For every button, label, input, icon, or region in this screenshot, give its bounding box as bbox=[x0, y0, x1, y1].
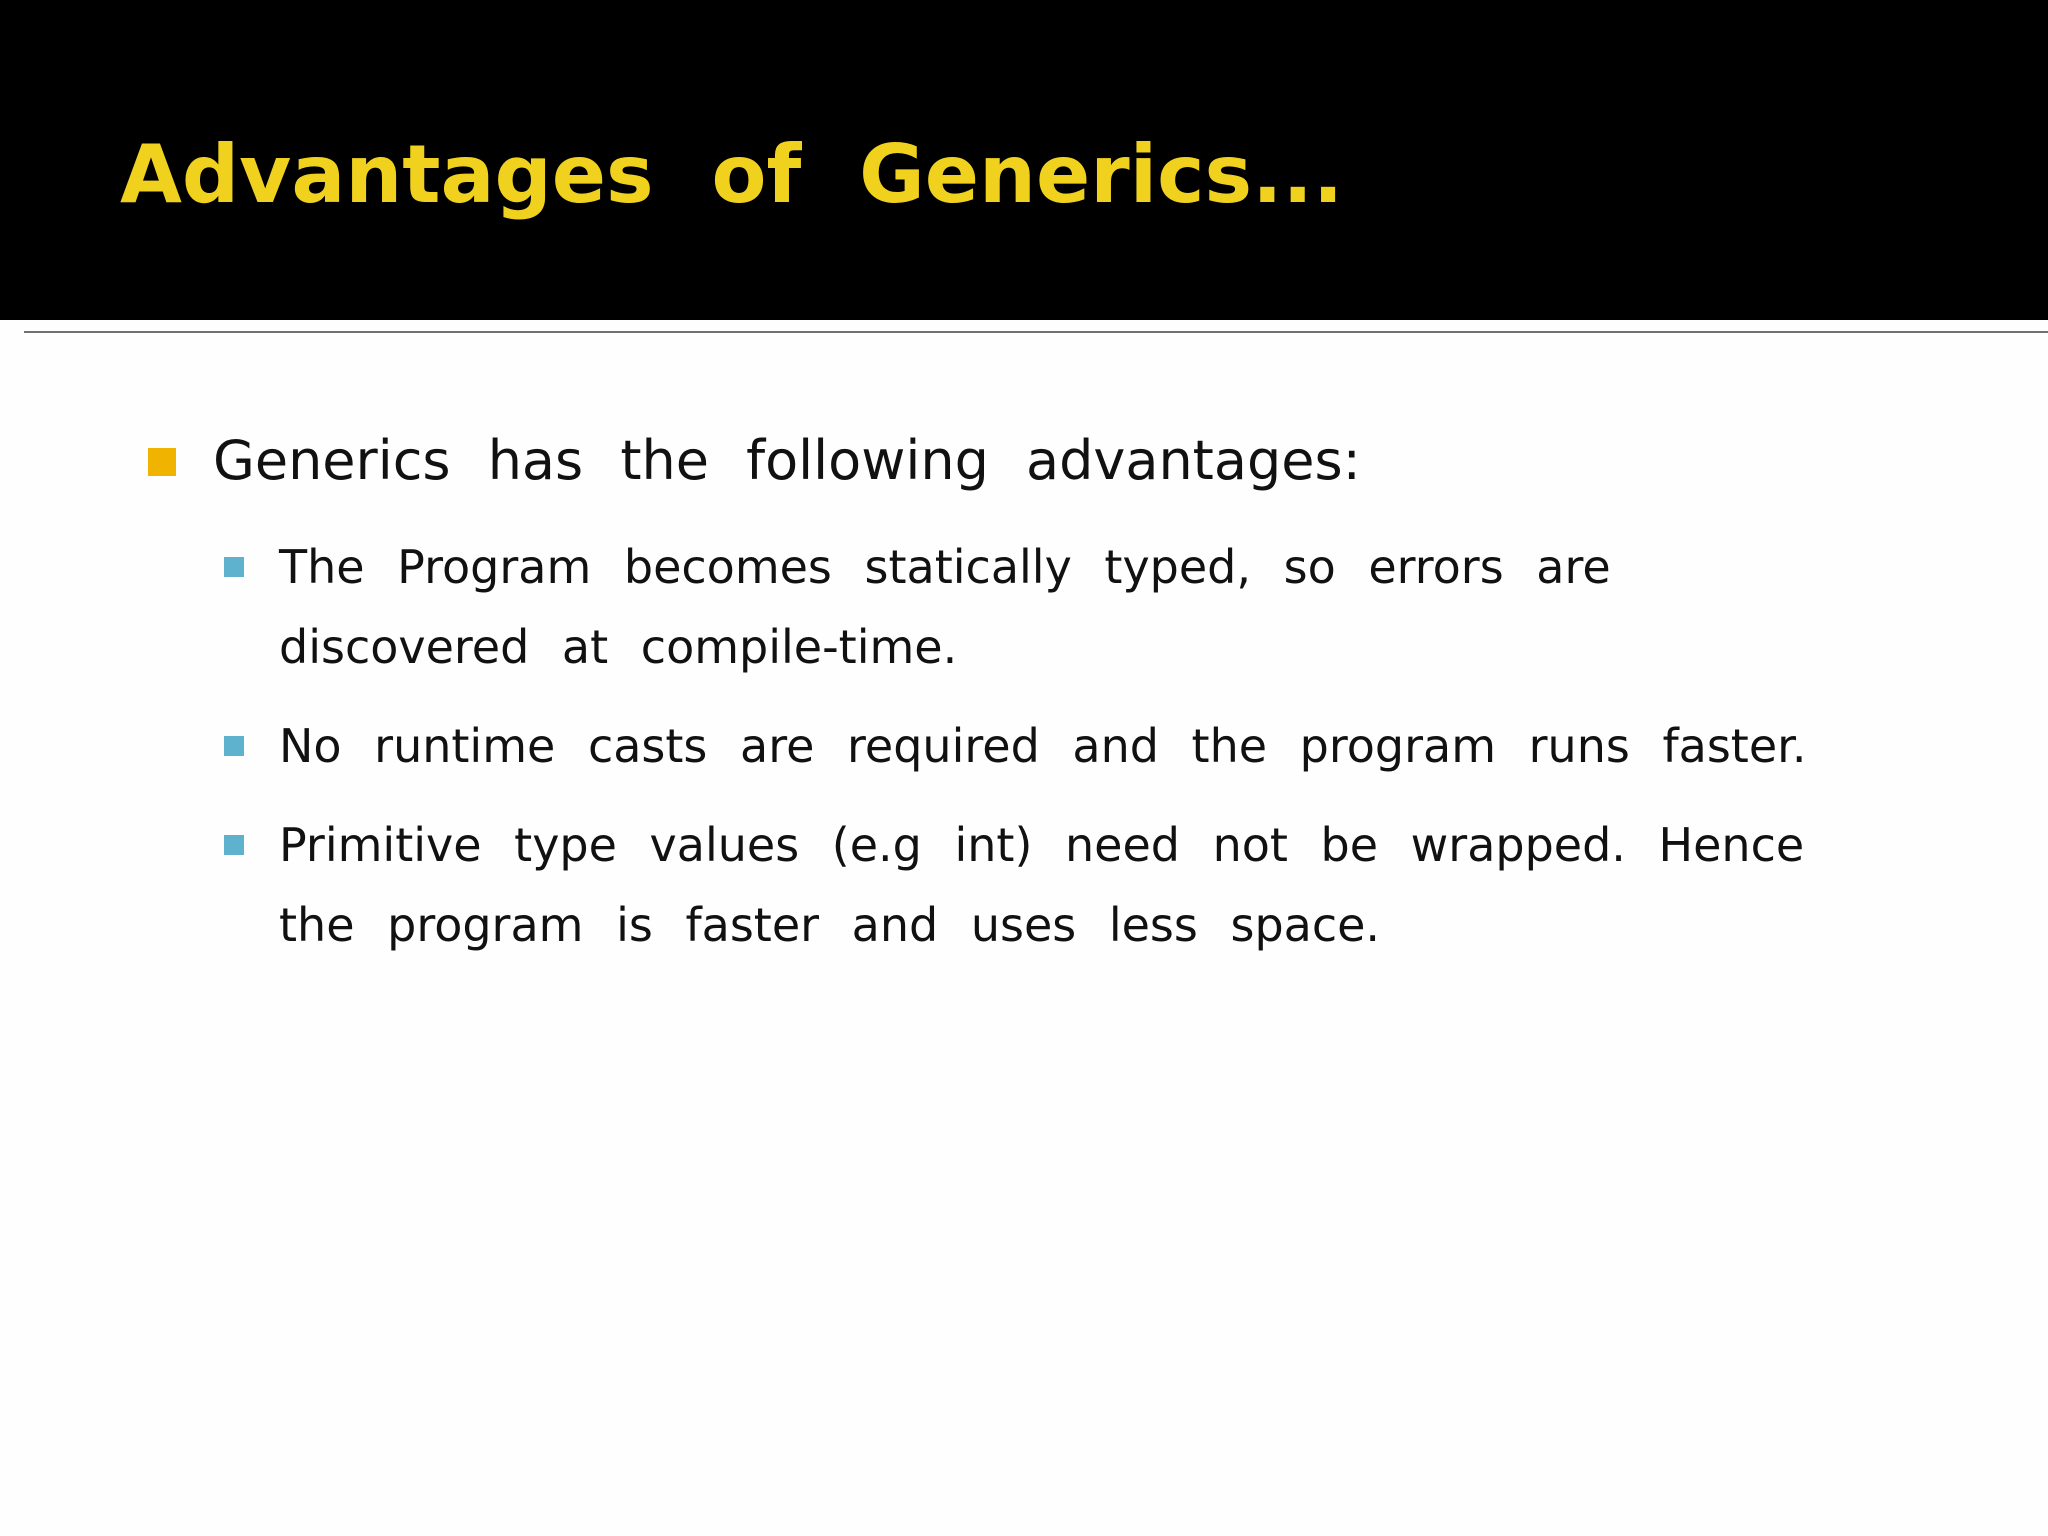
main-bullet-text: Generics has the following advantages: bbox=[213, 429, 1361, 492]
square-bullet-icon bbox=[224, 557, 244, 577]
sub-bullet-text-3: Primitive type values (e.g int) need not be wrapped. Hence the program is faster and uses less space. bbox=[279, 818, 1805, 952]
square-bullet-icon bbox=[224, 736, 244, 756]
square-bullet-icon bbox=[148, 448, 176, 476]
sub-bullet-text-1: The Program becomes statically typed, so errors are discovered at compile-time. bbox=[279, 540, 1611, 674]
sub-bullet-text-2: No runtime casts are required and the program runs faster. bbox=[279, 719, 1807, 773]
square-bullet-icon bbox=[224, 835, 244, 855]
slide-title: Advantages of Generics... bbox=[120, 128, 1344, 221]
